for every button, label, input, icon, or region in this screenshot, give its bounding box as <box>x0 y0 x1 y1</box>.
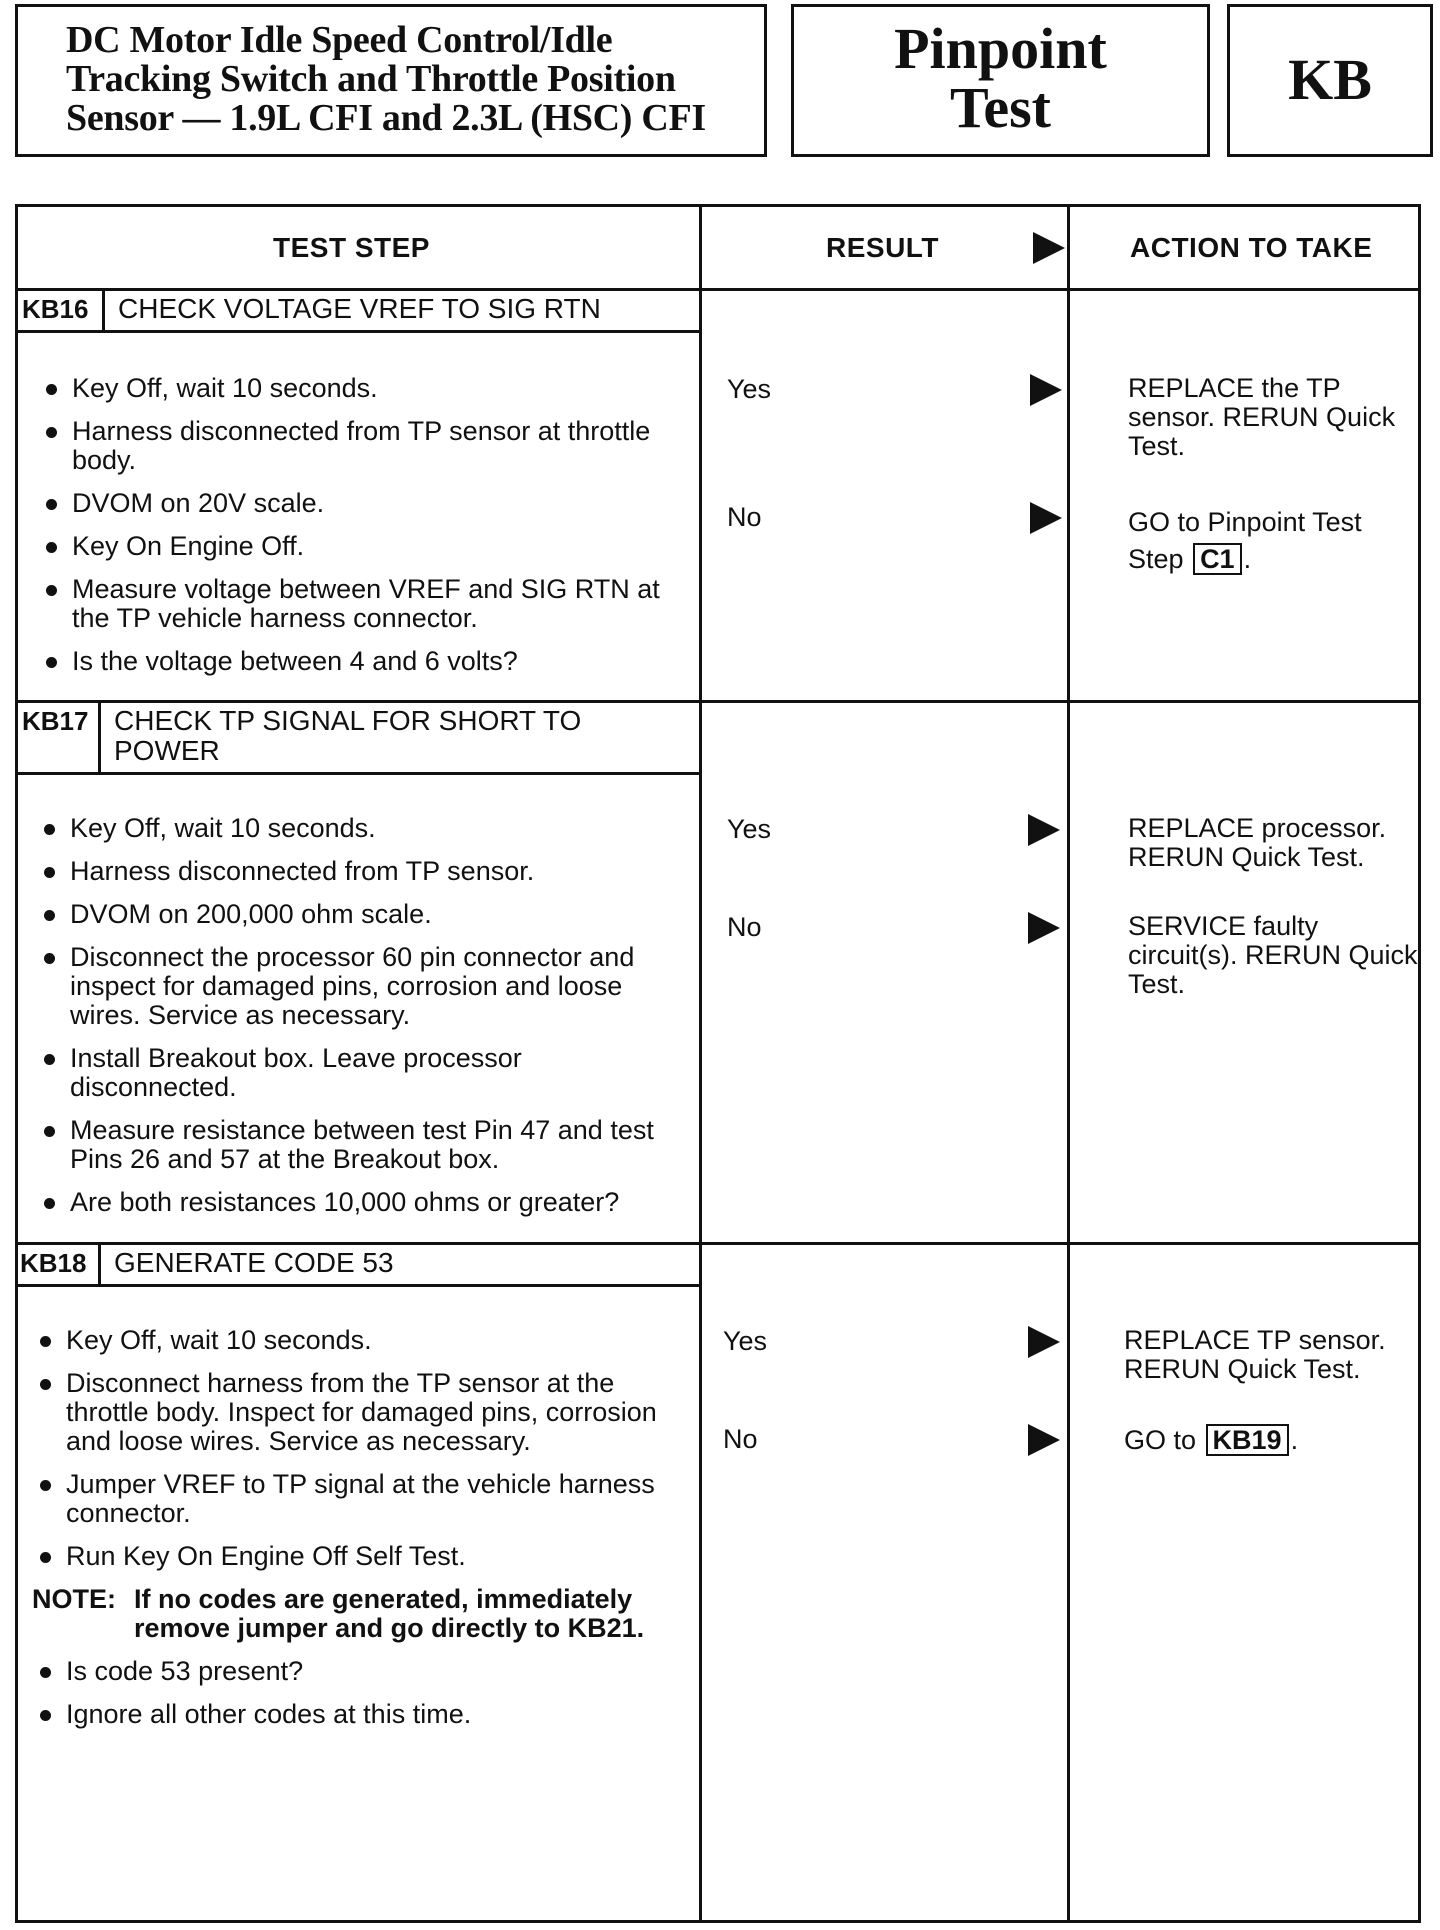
action-text-part: GO to <box>1124 1425 1197 1455</box>
action-text <box>1128 504 1418 578</box>
list-item: Is the voltage between 4 and 6 volts? <box>38 647 688 676</box>
test-type-label <box>794 16 1207 140</box>
arrow-right-icon <box>1030 374 1062 406</box>
list-item: Key Off, wait 10 seconds. <box>38 374 688 403</box>
step-title-line: GENERATE CODE 53 <box>114 1247 394 1278</box>
step-id: KB17 <box>22 706 89 736</box>
row-divider-kb17 <box>15 700 1421 703</box>
step-id-divider <box>98 700 101 772</box>
arrow-right-icon <box>1028 814 1060 846</box>
column-divider-result <box>699 204 702 1923</box>
result-no: No <box>727 912 762 942</box>
action-text: REPLACE processor. RERUN Quick Test. <box>1128 813 1387 872</box>
row-divider-kb18 <box>15 1242 1421 1245</box>
step-id: KB18 <box>20 1248 87 1278</box>
step-title <box>118 294 601 324</box>
arrow-right-icon <box>1030 502 1062 534</box>
action-text: SERVICE faulty circuit(s). RERUN Quick Test. <box>1128 911 1418 999</box>
column-header-result: RESULT <box>826 232 939 263</box>
step-title-line: POWER <box>114 735 220 766</box>
list-item: Is code 53 present? <box>32 1657 687 1686</box>
action-text <box>1124 1424 1418 1456</box>
header-row-divider <box>15 288 1421 291</box>
document-title-box <box>15 4 767 157</box>
list-item: Install Breakout box. Leave processor disconnected. <box>36 1044 686 1102</box>
list-item: Disconnect the processor 60 pin connector and inspect for damaged pins, corrosion and loose wires. Service as necessary. <box>36 943 686 1030</box>
list-item: Are both resistances 10,000 ohms or greater? <box>36 1188 686 1217</box>
action-text: REPLACE the TP sensor. RERUN Quick Test. <box>1128 373 1396 461</box>
step-reference[interactable]: KB19 <box>1206 1424 1289 1456</box>
step-title-underline <box>15 1284 699 1287</box>
result-yes: Yes <box>723 1326 768 1356</box>
result-no: No <box>727 502 762 532</box>
list-item: Harness disconnected from TP sensor. <box>36 857 686 886</box>
test-code: KB <box>1288 47 1372 112</box>
list-item: Harness disconnected from TP sensor at throttle body. <box>38 417 688 475</box>
list-item: Run Key On Engine Off Self Test. <box>32 1542 687 1571</box>
step-checklist <box>36 814 686 1231</box>
column-divider-action <box>1067 204 1070 1923</box>
step-checklist <box>38 374 688 690</box>
list-item: Measure voltage between VREF and SIG RTN at the TP vehicle harness connector. <box>38 575 688 633</box>
test-code-box <box>1227 4 1433 157</box>
step-title-underline <box>15 772 699 775</box>
step-title-line: CHECK TP SIGNAL FOR SHORT TO <box>114 705 582 736</box>
step-id-divider <box>98 1242 101 1284</box>
result-no: No <box>723 1424 758 1454</box>
column-header-test-step: TEST STEP <box>273 232 430 263</box>
step-checklist <box>32 1326 687 1743</box>
list-item: Disconnect harness from the TP sensor at the throttle body. Inspect for damaged pins, corrosion and loose wires. Service as necessary. <box>32 1369 687 1456</box>
document-title <box>66 21 706 138</box>
step-id: KB16 <box>22 294 89 324</box>
action-text-part: . <box>1243 544 1252 574</box>
action-text-part: GO to Pinpoint Test Step <box>1128 507 1362 574</box>
note-label: NOTE: <box>32 1584 116 1614</box>
note-text: If no codes are generated, immediately remove jumper and go directly to KB21. <box>134 1584 645 1643</box>
list-item: DVOM on 20V scale. <box>38 489 688 518</box>
title-line-2: Tracking Switch and Throttle Position <box>66 58 676 100</box>
list-item: Key On Engine Off. <box>38 532 688 561</box>
list-item: DVOM on 200,000 ohm scale. <box>36 900 686 929</box>
step-note <box>32 1585 687 1643</box>
arrow-right-icon <box>1028 912 1060 944</box>
result-yes: Yes <box>727 374 772 404</box>
step-reference[interactable]: C1 <box>1193 543 1242 575</box>
result-yes: Yes <box>727 814 772 844</box>
arrow-right-icon <box>1028 1326 1060 1358</box>
list-item: Key Off, wait 10 seconds. <box>32 1326 687 1355</box>
arrow-right-icon <box>1028 1424 1060 1456</box>
title-line-1: DC Motor Idle Speed Control/Idle <box>66 19 613 61</box>
list-item: Measure resistance between test Pin 47 and test Pins 26 and 57 at the Breakout box. <box>36 1116 686 1174</box>
action-text-part: . <box>1290 1425 1299 1455</box>
action-text: REPLACE TP sensor. RERUN Quick Test. <box>1124 1325 1386 1384</box>
step-title <box>114 1248 394 1278</box>
arrow-right-icon <box>1033 232 1065 264</box>
step-id-divider <box>102 288 105 330</box>
list-item: Ignore all other codes at this time. <box>32 1700 687 1729</box>
title-line-3: Sensor — 1.9L CFI and 2.3L (HSC) CFI <box>66 97 706 139</box>
step-title-underline <box>15 330 699 333</box>
step-title <box>114 706 581 766</box>
test-type-line-2: Test <box>950 75 1051 140</box>
test-type-line-1: Pinpoint <box>894 16 1107 81</box>
list-item: Jumper VREF to TP signal at the vehicle harness connector. <box>32 1470 687 1528</box>
list-item: Key Off, wait 10 seconds. <box>36 814 686 843</box>
column-header-action: ACTION TO TAKE <box>1130 232 1373 263</box>
test-type-box <box>791 4 1210 157</box>
step-title-line: CHECK VOLTAGE VREF TO SIG RTN <box>118 293 601 324</box>
